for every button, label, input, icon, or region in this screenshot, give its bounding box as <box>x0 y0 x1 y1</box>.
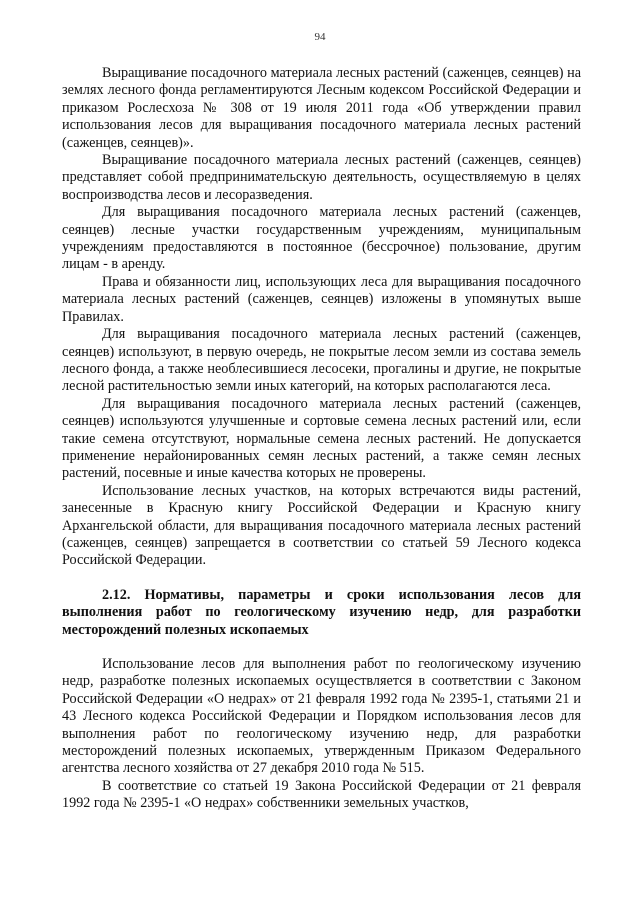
paragraph: Для выращивания посадочного материала лесных растений (саженцев, сеянцев) используются улучшенные и сортовые семена лесных растений или, если такие семена отсутствуют, нормальные семена лесных растений. Не допускается применение нерайонированных семян лесных растений, а также семян лесных растений, посевные и иные качества которых не проверены. <box>62 395 581 482</box>
paragraph: В соответствие со статьей 19 Закона Российской Федерации от 21 февраля 1992 года № 2395-1 «О недрах» собственники земельных участков, <box>62 777 581 812</box>
paragraph: Для выращивания посадочного материала лесных растений (саженцев, сеянцев) лесные участки государственным учреждениям, муниципальным учреждениям предоставляются в постоянное (бессрочное) пользование, другим лицам - в аренду. <box>62 204 581 273</box>
document-body <box>62 65 581 813</box>
paragraph: Права и обязанности лиц, использующих леса для выращивания посадочного материала лесных растений (саженцев, сеянцев) изложены в упомянутых выше Правилах. <box>62 273 581 325</box>
paragraph: Использование лесных участков, на которых встречаются виды растений, занесенные в Красную книгу Российской Федерации и Красную книгу Архангельской области, для выращивания посадочного материала лесных растений (саженцев, сеянцев) запрещается в соответствии со статьей 59 Лесного кодекса Российской Федерации. <box>62 482 581 569</box>
paragraph: Для выращивания посадочного материала лесных растений (саженцев, сеянцев) используют, в первую очередь, не покрытые лесом земли из состава земель лесного фонда, а также необлесившиеся лесосеки, прогалины и другие, не покрытые лесной растительностью земли иных категорий, на которых располагаются леса. <box>62 326 581 395</box>
page-number: 94 <box>314 31 326 43</box>
section-heading: 2.12. Нормативы, параметры и сроки использования лесов для выполнения работ по геологическому изучению недр, для разработки месторождений полезных ископаемых <box>62 586 581 638</box>
paragraph: Использование лесов для выполнения работ по геологическому изучению недр, разработке полезных ископаемых осуществляется в соответствии с Законом Российской Федерации «О недрах» от 21 февраля 1992 года № 2395-1, статьями 21 и 43 Лесного кодекса Российской Федерации и Порядком использования лесов для выполнения работ по геологическому изучению недр, для разработки месторождений полезных ископаемых, утвержденным Приказом Федерального агентства лесного хозяйства от 27 декабря 2010 года № 515. <box>62 656 581 777</box>
paragraph: Выращивание посадочного материала лесных растений (саженцев, сеянцев) на землях лесного фонда регламентируются Лесным кодексом Российской Федерации и приказом Рослесхоза № 308 от 19 июля 2011 года «Об утверждении правил использования лесов для выращивания посадочного материала лесных растений (саженцев, сеянцев)». <box>62 65 581 151</box>
paragraph: Выращивание посадочного материала лесных растений (саженцев, сеянцев) представляет собой предпринимательскую деятельность, осуществляемую в целях воспроизводства лесов и лесоразведения. <box>62 152 581 203</box>
